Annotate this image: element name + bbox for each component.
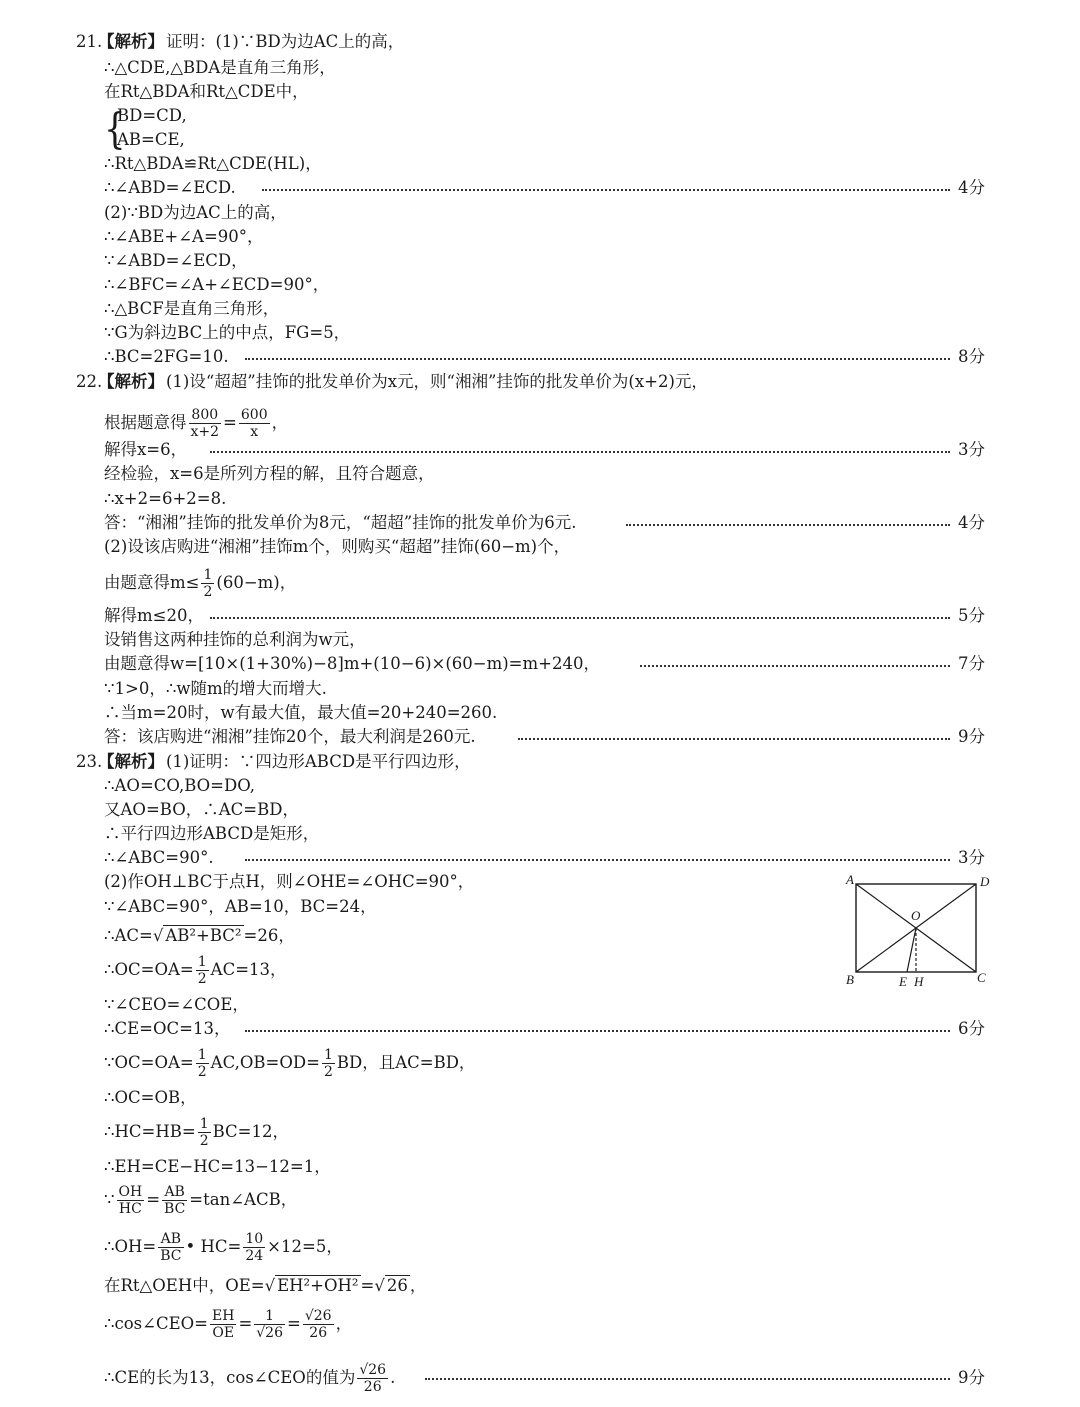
denominator: BC: [160, 1248, 182, 1264]
score-label: 5分: [958, 606, 985, 625]
q23-text-3: 又AO=BO，∴AC=BD，: [104, 800, 299, 819]
fraction: [117, 1184, 145, 1217]
q22-number: 22.: [76, 372, 103, 391]
text-fragment: (60−m)，: [216, 573, 297, 592]
numerator: AB: [158, 1231, 183, 1248]
q22-text-3: 解得x=6，: [104, 440, 188, 459]
score-label: 9分: [958, 727, 985, 746]
q23-text-17: [104, 1227, 343, 1267]
q23-text-12: [104, 1043, 475, 1083]
label-d: D: [980, 874, 990, 889]
q23-text-8: ∴AC=√ AB²+BC² =26，: [104, 926, 295, 945]
q21-line-11: [0, 273, 1000, 297]
text-fragment: AC,OB=OD=: [210, 1053, 320, 1072]
q23-number: 23.: [76, 752, 103, 771]
q22-text-10: 设销售这两种挂饰的总利润为w元，: [104, 630, 366, 649]
denominator: 2: [197, 1064, 207, 1080]
q23-line-4: [0, 822, 1000, 846]
q22-line-3: [0, 438, 1000, 462]
denominator: OE: [212, 1325, 235, 1341]
text-fragment: ，: [409, 1276, 427, 1295]
text-fragment: =tan∠ACB，: [189, 1190, 298, 1209]
q23-text-9: [104, 950, 287, 990]
text-fragment: 在Rt△OEH中，OE=: [104, 1276, 265, 1295]
label-c: C: [977, 970, 986, 985]
q22-text-7: (2)设该店购进“湘湘”挂饰m个，则购买“超超”挂饰(60−m)个，: [104, 537, 571, 556]
numerator: 1: [197, 1047, 207, 1063]
numerator: 800: [189, 407, 222, 424]
dot-leader: [245, 1030, 950, 1032]
fraction: [303, 1308, 334, 1341]
dot-leader: [626, 524, 950, 526]
rectangle-figure: [840, 868, 1000, 994]
text-fragment: ∵OC=OA=: [104, 1053, 194, 1072]
q22-line-10: [0, 628, 1000, 652]
q21-line-13: [0, 321, 1000, 345]
q21-line-14: [0, 345, 1000, 369]
q22-analysis-tag: 【解析】: [98, 372, 164, 391]
q21-line-7: [0, 176, 1000, 200]
text-fragment: ∵: [104, 1190, 115, 1209]
q21-text-12: ∴△BCF是直角三角形，: [104, 299, 280, 318]
q23-text-18: 在Rt△OEH中，OE=√ EH²+OH² =√ 26 ，: [104, 1276, 427, 1295]
fraction: [322, 1047, 335, 1080]
score-label: 8分: [958, 347, 985, 366]
numerator: 1: [254, 1308, 285, 1325]
numerator: EH: [212, 1308, 235, 1324]
q21-line-3: [0, 80, 1000, 104]
q22-text-11: 由题意得w=[10×(1+30%)−8]m+(10−6)×(60−m)=m+240，: [104, 654, 600, 673]
dot-leader: [210, 617, 950, 619]
text-fragment: ∴CE的长为13，cos∠CEO的值为: [104, 1368, 356, 1387]
q23-line-1: [0, 750, 1000, 774]
text-fragment: ∴OC=OA=: [104, 960, 194, 979]
fraction: [201, 567, 214, 600]
radicand: EH²+OH²: [277, 1276, 359, 1295]
q21-line-2: [0, 56, 1000, 80]
q21-line-6: [0, 152, 1000, 176]
q21-text-3: 在Rt△BDA和Rt△CDE中，: [104, 82, 309, 101]
text-fragment: ∴cos∠CEO=: [104, 1314, 208, 1333]
q21-text-9: ∴∠ABE+∠A=90°，: [104, 227, 264, 246]
q22-text-4: 经检验，x=6是所列方程的解，且符合题意，: [104, 464, 435, 483]
q22-text-12: ∵1>0，∴w随m的增大而增大.: [104, 679, 327, 698]
text-fragment: ×12=5，: [267, 1237, 343, 1256]
q23-line-10: [0, 993, 1000, 1017]
denominator: 2: [323, 1064, 333, 1080]
numerator: 1: [203, 567, 213, 583]
q22-text-5: ∴x+2=6+2=8.: [104, 489, 227, 508]
denominator: 2: [197, 971, 207, 987]
q21-line-10: [0, 249, 1000, 273]
brace-symbol: {: [104, 104, 126, 154]
q23-line-20: [0, 1356, 1000, 1400]
q23-text-10: ∵∠CEO=∠COE，: [104, 995, 249, 1014]
q22-line-6: [0, 511, 1000, 535]
q23-text-19: [104, 1302, 352, 1346]
q21-line-4: [0, 104, 1000, 128]
fraction: [357, 1362, 388, 1395]
text-fragment: BD，且AC=BD，: [336, 1053, 476, 1072]
q21-line-8: [0, 201, 1000, 225]
q23-text-6: (2)作OH⊥BC于点H，则∠OHE=∠OHC=90°，: [104, 872, 475, 891]
q23-line-2: [0, 774, 1000, 798]
fraction: [210, 1308, 236, 1341]
q21-text-6: ∴Rt△BDA≌Rt△CDE(HL)，: [104, 154, 322, 173]
q23-line-3: [0, 798, 1000, 822]
q21-line-1: [0, 30, 1000, 54]
fraction: [239, 407, 270, 440]
text-fragment: ，: [271, 413, 289, 432]
q23-line-17: [0, 1227, 1000, 1267]
q22-line-8: [0, 563, 1000, 603]
q22-line-4: [0, 462, 1000, 486]
q23-text-7: ∵∠ABC=90°，AB=10，BC=24，: [104, 897, 377, 916]
text-fragment: ，: [335, 1314, 353, 1333]
fraction: [196, 1047, 209, 1080]
q23-text-5: ∴∠ABC=90°.: [104, 848, 214, 867]
text-fragment: =: [146, 1190, 161, 1209]
radicand: AB²+BC²: [165, 926, 242, 945]
q23-text-16: [104, 1180, 297, 1220]
q22-text-1: (1)设“超超”挂饰的批发单价为x元，则“湘湘”挂饰的批发单价为(x+2)元，: [166, 372, 708, 391]
q23-line-13: [0, 1086, 1000, 1110]
dot-leader: [425, 1378, 950, 1380]
text-fragment: AC=13，: [210, 960, 287, 979]
text-fragment: ∴HC=HB=: [104, 1122, 196, 1141]
dot-leader: [245, 859, 950, 861]
numerator: √26: [359, 1362, 387, 1378]
q22-line-7: [0, 535, 1000, 559]
q21-text-14: ∴BC=2FG=10.: [104, 347, 229, 366]
text-fragment: • HC=: [185, 1237, 242, 1256]
score-label: 6分: [958, 1019, 985, 1038]
q21-line-9: [0, 225, 1000, 249]
q23-line-5: [0, 846, 1000, 870]
q22-line-1: [0, 370, 1000, 394]
text-fragment: ∴AC=: [104, 926, 153, 945]
q22-line-2: [0, 403, 1000, 443]
label-o: O: [911, 908, 921, 923]
segment-oe: [907, 928, 916, 972]
denominator: 2: [199, 1133, 209, 1149]
q23-text-11: ∴CE=OC=13，: [104, 1019, 231, 1038]
dot-leader: [210, 451, 950, 453]
q21-text-5: AB=CE,: [117, 130, 185, 149]
q23-text-13: ∴OC=OB，: [104, 1088, 197, 1107]
q23-line-11: [0, 1017, 1000, 1041]
q21-text-11: ∴∠BFC=∠A+∠ECD=90°，: [104, 275, 330, 294]
score-label: 4分: [958, 178, 985, 197]
q21-text-10: ∵∠ABD=∠ECD，: [104, 251, 248, 270]
q22-line-13: [0, 701, 1000, 725]
fraction: [189, 407, 222, 440]
fraction: [158, 1231, 183, 1264]
fraction: [162, 1184, 187, 1217]
q22-text-6: 答：“湘湘”挂饰的批发单价为8元，“超超”挂饰的批发单价为6元.: [104, 513, 577, 532]
q23-line-18: [0, 1274, 1000, 1298]
q22-line-5: [0, 487, 1000, 511]
q21-text-4: BD=CD,: [117, 106, 187, 125]
q22-text-14: 答：该店购进“湘湘”挂饰20个，最大利润是260元.: [104, 727, 476, 746]
q21-text-13: ∵G为斜边BC上的中点，FG=5，: [104, 323, 351, 342]
numerator: √26: [304, 1308, 332, 1324]
q21-line-5: [0, 128, 1000, 152]
text-fragment: 根据题意得: [104, 413, 187, 432]
q23-line-15: [0, 1155, 1000, 1179]
denominator: √26: [256, 1325, 284, 1341]
q22-line-14: [0, 725, 1000, 749]
q23-line-19: [0, 1302, 1000, 1346]
label-b: B: [846, 972, 854, 987]
text-fragment: =: [238, 1314, 253, 1333]
denominator: 2: [203, 584, 213, 600]
q21-text-1: 证明：(1)∵BD为边AC上的高，: [166, 32, 405, 51]
numerator: 600: [240, 407, 268, 423]
denominator: 24: [245, 1248, 264, 1264]
label-a: A: [846, 872, 854, 887]
q21-text-2: ∴△CDE,△BDA是直角三角形，: [104, 58, 336, 77]
text-fragment: BC=12，: [212, 1122, 289, 1141]
text-fragment: .: [390, 1368, 396, 1387]
score-label: 9分: [958, 1368, 985, 1387]
denominator: x+2: [190, 424, 220, 440]
q22-text-8: [104, 563, 296, 603]
q23-analysis-tag: 【解析】: [98, 752, 164, 771]
score-label: 4分: [958, 513, 985, 532]
fraction: [196, 954, 209, 987]
q21-line-12: [0, 297, 1000, 321]
q22-text-2: [104, 403, 288, 443]
dot-leader: [245, 358, 950, 360]
dot-leader: [518, 738, 950, 740]
fraction: [198, 1116, 211, 1149]
q21-number: 21.: [76, 32, 103, 51]
q22-text-13: ∴当m=20时，w有最大值，最大值=20+240=260.: [104, 703, 498, 722]
denominator: HC: [118, 1201, 142, 1217]
q21-text-8: (2)∵BD为边AC上的高，: [104, 203, 287, 222]
q23-line-12: [0, 1043, 1000, 1083]
numerator: OH: [118, 1184, 143, 1200]
q23-line-16: [0, 1180, 1000, 1220]
q23-text-4: ∴平行四边形ABCD是矩形，: [104, 824, 320, 843]
q23-text-1: (1)证明：∵四边形ABCD是平行四边形，: [166, 752, 471, 771]
denominator: BC: [164, 1201, 186, 1217]
q23-text-15: ∴EH=CE−HC=13−12=1，: [104, 1157, 331, 1176]
dot-leader: [640, 665, 950, 667]
q23-text-2: ∴AO=CO,BO=DO,: [104, 776, 256, 795]
text-fragment: 由题意得m≤: [104, 573, 200, 592]
fraction: [254, 1308, 285, 1341]
text-fragment: =26，: [243, 926, 295, 945]
score-label: 3分: [958, 440, 985, 459]
text-fragment: =: [360, 1276, 375, 1295]
radicand: 26: [386, 1276, 408, 1295]
numerator: 1: [197, 954, 207, 970]
q23-line-14: [0, 1112, 1000, 1152]
label-e: E: [899, 974, 907, 989]
denominator: 26: [309, 1325, 328, 1341]
q22-line-11: [0, 652, 1000, 676]
text-fragment: ∴OH=: [104, 1237, 157, 1256]
text-fragment: =: [287, 1314, 301, 1333]
dot-leader: [262, 189, 950, 191]
numerator: 1: [323, 1047, 333, 1063]
q22-line-12: [0, 677, 1000, 701]
numerator: 10: [245, 1231, 264, 1247]
text-fragment: =: [223, 413, 237, 432]
q21-text-7: ∴∠ABD=∠ECD.: [104, 178, 236, 197]
numerator: AB: [162, 1184, 187, 1201]
label-h: H: [914, 974, 924, 989]
score-label: 3分: [958, 848, 985, 867]
q21-analysis-tag: 【解析】: [98, 32, 164, 51]
q22-text-9: 解得m≤20，: [104, 606, 204, 625]
numerator: 1: [199, 1116, 209, 1132]
fraction: [243, 1231, 265, 1264]
score-label: 7分: [958, 654, 985, 673]
q23-text-20: [104, 1356, 395, 1400]
denominator: x: [250, 424, 259, 440]
q23-text-14: [104, 1112, 289, 1152]
denominator: 26: [363, 1379, 382, 1395]
q22-line-9: [0, 604, 1000, 628]
